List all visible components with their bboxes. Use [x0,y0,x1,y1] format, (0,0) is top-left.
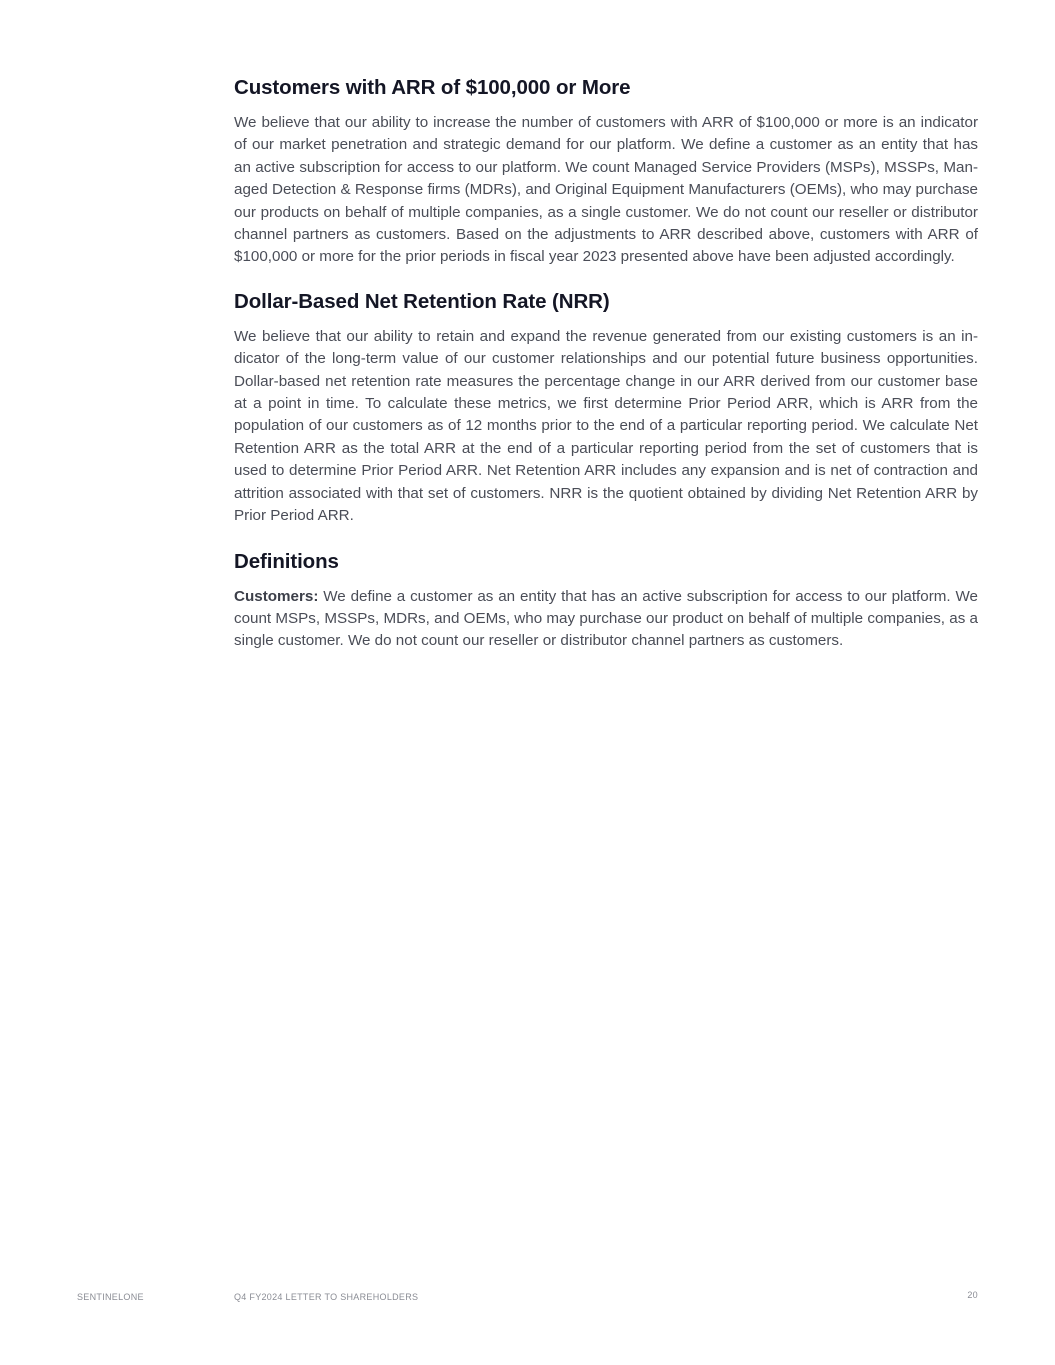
footer-document-title: Q4 FY2024 LETTER TO SHAREHOLDERS [234,1292,419,1302]
definition-term-customers: Customers: [234,587,319,605]
definition-body-customers: We define a customer as an entity that has an active subscription for access to our platform. We count MSPs, MSSPs, MDRs, and OEMs, who may purchase our product on behalf of multiple companies, as a single customer. We do not count our reseller or distributor channel partners as customers. [234,587,978,650]
heading-nrr: Dollar-Based Net Retention Rate (NRR) [234,289,610,313]
heading-customers-100k: Customers with ARR of $100,000 or More [234,76,631,99]
page-content [234,74,978,673]
paragraph-definition-customers [234,586,978,653]
footer-page-number: 20 [967,1290,978,1300]
paragraph-customers-100k: We believe that our ability to increase the number of customers with ARR of $100,000 or more is an indicator of our market penetration and strategic demand for our platform. We define a customer as an entity that has an active subscription for access to our platform. We count Managed Service Providers (MSPs), MSSPs, Managed Detection & Response firms (MDRs), and Original Equipment Manufacturers (OEMs), who may purchase our products on behalf of multiple companies, as a single customer. We do not count our reseller or distributor channel partners as customers. Based on the adjustments to ARR described above, customers with ARR of $100,000 or more for the prior periods in fiscal year 2023 presented above have been adjusted accordingly. [234,114,978,266]
heading-definitions: Definitions [234,549,339,573]
paragraph-nrr: We believe that our ability to retain and expand the revenue generated from our existing customers is an indicator of the long-term value of our customer relationships and our potential future business opportunities. Dollar-based net retention rate measures the percentage change in our ARR derived from our customer base at a point in time. To calculate these metrics, we first determine Prior Period ARR, which is ARR from the population of our customers as of 12 months prior to the end of a particular reporting period. We calculate Net Retention ARR as the total ARR at the end of a particular reporting period from the set of customers that is used to determine Prior Period ARR. Net Retention ARR includes any expansion and is net of contraction and attrition associated with that set of customers. NRR is the quotient obtained by dividing Net Retention ARR by Prior Period ARR. [234,327,978,525]
footer-company-name: SENTINELONE [77,1292,144,1302]
